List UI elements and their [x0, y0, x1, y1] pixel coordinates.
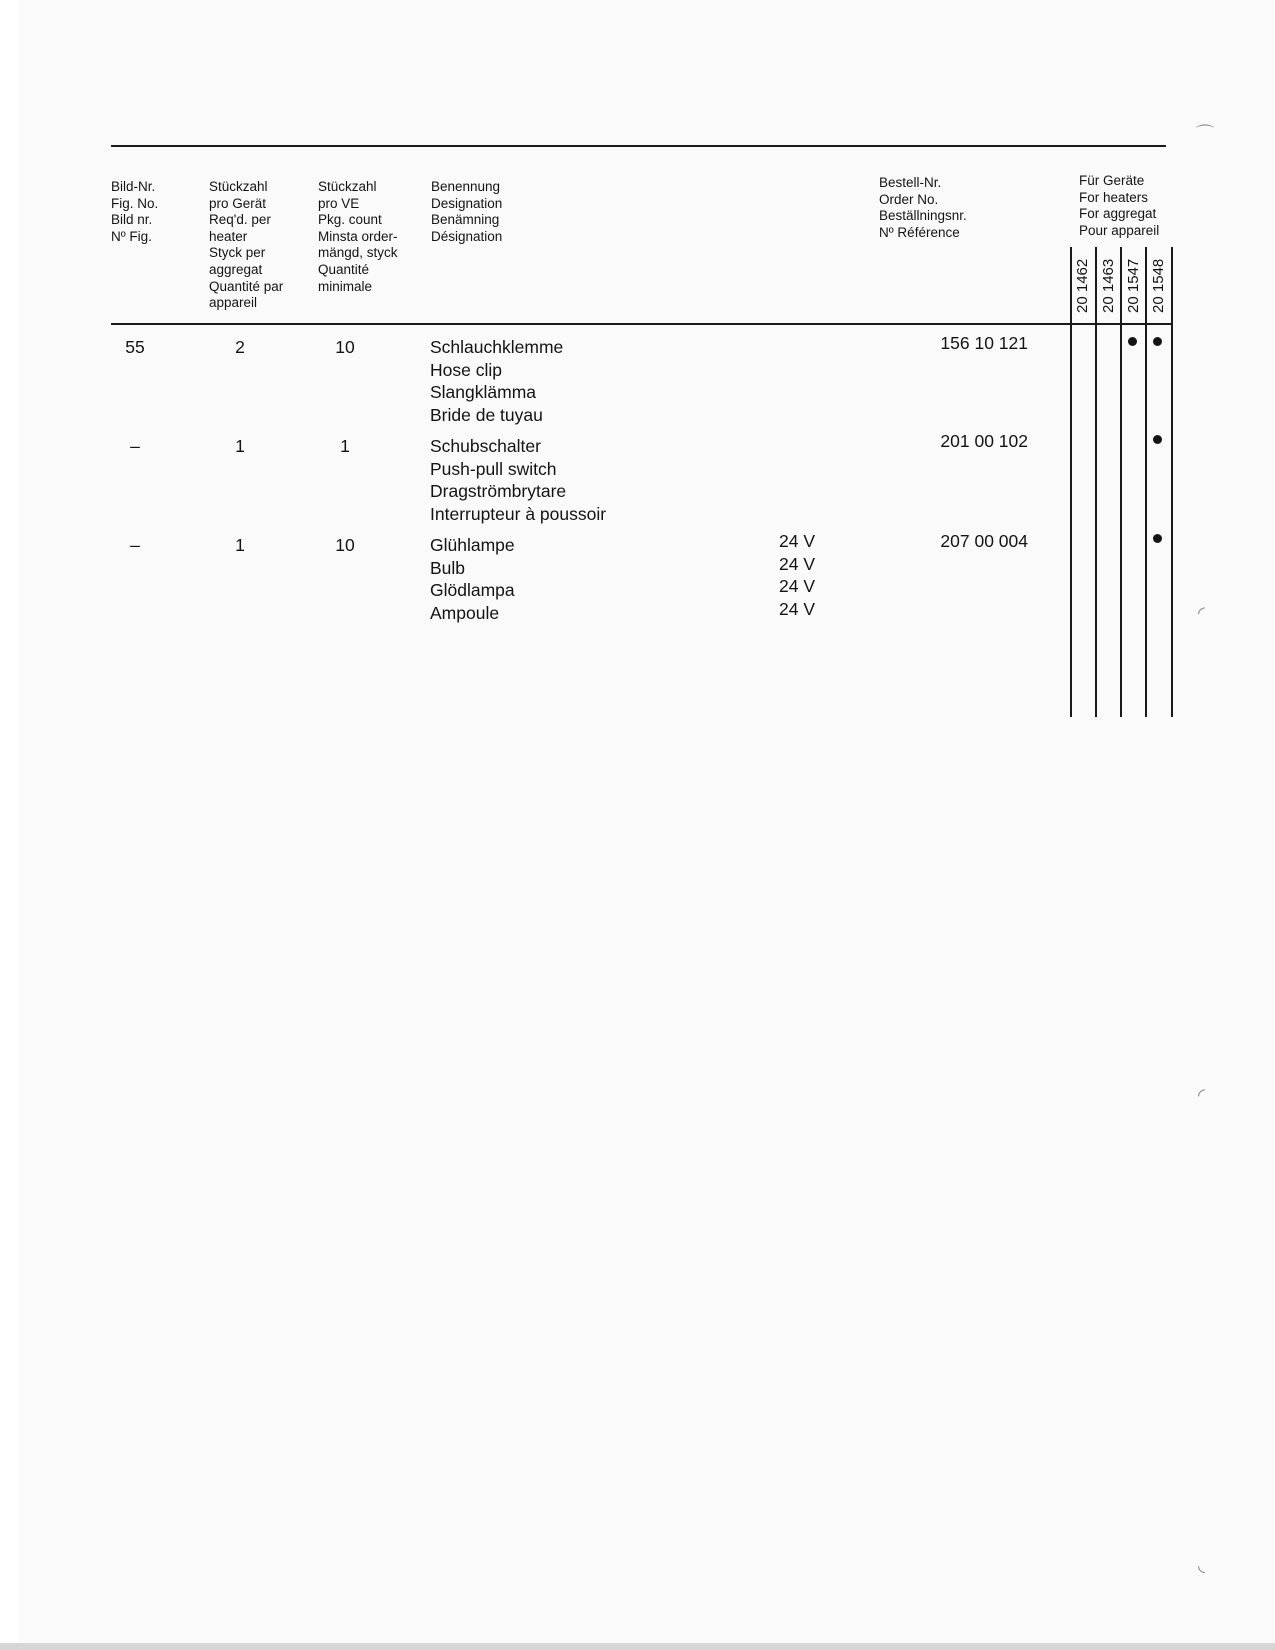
designation-en: Push-pull switch	[430, 458, 557, 479]
designation-de: Schubschalter	[430, 436, 541, 456]
top-rule	[111, 145, 1166, 147]
document-page	[18, 0, 1275, 1643]
header-rule	[111, 323, 1173, 325]
header-line: Nº Référence	[879, 224, 960, 240]
designation-sv: Glödlampa	[430, 580, 515, 600]
header-line: Nº Fig.	[111, 228, 152, 244]
fig-number: 55	[125, 337, 145, 357]
fig-number: –	[130, 436, 140, 456]
header-line: mängd, styck	[318, 245, 398, 261]
voltage-spec: 24 V	[779, 553, 815, 574]
designation-en: Hose clip	[430, 359, 502, 380]
header-line: Pour appareil	[1079, 222, 1160, 238]
header-line: Styck per	[209, 245, 266, 261]
voltage-spec: 24 V	[779, 576, 815, 596]
voltage-spec-list	[779, 530, 815, 620]
order-number: 207 00 004	[940, 531, 1028, 551]
scan-speck: ⌒	[1196, 124, 1214, 144]
designation-sv: Slangklämma	[430, 382, 537, 402]
qty-per-heater: 1	[235, 436, 245, 456]
header-pkg-count	[318, 179, 398, 295]
header-line: For aggregat	[1079, 206, 1157, 222]
designation-list	[430, 336, 563, 426]
header-line: Bestell-Nr.	[879, 175, 942, 190]
voltage-spec: 24 V	[779, 598, 815, 619]
heater-column-line	[1171, 247, 1173, 717]
header-designation	[431, 179, 502, 245]
header-line: pro Gerät	[209, 195, 267, 211]
header-line: Order No.	[879, 191, 939, 207]
designation-list	[430, 435, 606, 525]
header-line: Stückzahl	[209, 179, 268, 194]
header-line: Désignation	[431, 228, 503, 244]
header-line: Benämning	[431, 212, 500, 228]
pkg-count: 10	[335, 535, 355, 555]
pkg-count: 1	[340, 436, 350, 456]
designation-fr: Ampoule	[430, 602, 500, 623]
scan-speck: ◜	[1198, 603, 1205, 623]
order-number: 156 10 121	[940, 333, 1028, 353]
header-line: Fig. No.	[111, 195, 159, 211]
scan-speck: ◟	[1198, 1555, 1205, 1575]
header-line: Bild nr.	[111, 212, 153, 228]
designation-fr: Interrupteur à poussoir	[430, 503, 607, 524]
heater-column-line	[1120, 247, 1122, 717]
header-line: Beställningsnr.	[879, 208, 967, 224]
scan-speck: ◜	[1198, 1085, 1205, 1105]
header-line: Req'd. per	[209, 212, 271, 228]
header-line: For heaters	[1079, 189, 1149, 205]
applies-20-1547-dot	[1128, 337, 1137, 346]
header-line: Quantité par	[209, 278, 284, 294]
header-line: appareil	[209, 295, 258, 311]
header-line: Stückzahl	[318, 179, 377, 194]
designation-fr: Bride de tuyau	[430, 404, 543, 425]
pkg-count: 10	[335, 337, 355, 357]
header-line: Für Geräte	[1079, 173, 1145, 188]
header-line: Minsta order-	[318, 228, 398, 244]
designation-sv: Dragströmbrytare	[430, 481, 567, 501]
qty-per-heater: 2	[235, 337, 245, 357]
qty-per-heater: 1	[235, 535, 245, 555]
header-for-heaters	[1079, 173, 1159, 239]
header-line: pro VE	[318, 195, 360, 211]
order-number: 201 00 102	[940, 431, 1028, 451]
header-qty-per-heater	[209, 179, 283, 312]
designation-de: Glühlampe	[430, 535, 515, 555]
designation-list	[430, 534, 515, 624]
heater-column-line	[1095, 247, 1097, 717]
voltage-spec: 24 V	[779, 531, 815, 551]
header-line: minimale	[318, 278, 373, 294]
header-line: heater	[209, 228, 248, 244]
header-line: Pkg. count	[318, 212, 382, 228]
heater-column-line	[1145, 247, 1147, 717]
header-line: Benennung	[431, 179, 501, 194]
heater-column-line	[1070, 247, 1072, 717]
header-order-no	[879, 175, 967, 241]
applies-20-1548-dot	[1153, 534, 1162, 543]
page-bottom-edge	[0, 1643, 1275, 1650]
applies-20-1548-dot	[1153, 337, 1162, 346]
header-line: Designation	[431, 195, 503, 211]
header-line: Bild-Nr.	[111, 179, 156, 194]
designation-de: Schlauchklemme	[430, 337, 564, 357]
designation-en: Bulb	[430, 557, 466, 578]
header-line: Quantité	[318, 261, 370, 277]
header-fig-no	[111, 179, 158, 245]
fig-number: –	[130, 535, 140, 555]
header-line: aggregat	[209, 261, 263, 277]
applies-20-1548-dot	[1153, 435, 1162, 444]
